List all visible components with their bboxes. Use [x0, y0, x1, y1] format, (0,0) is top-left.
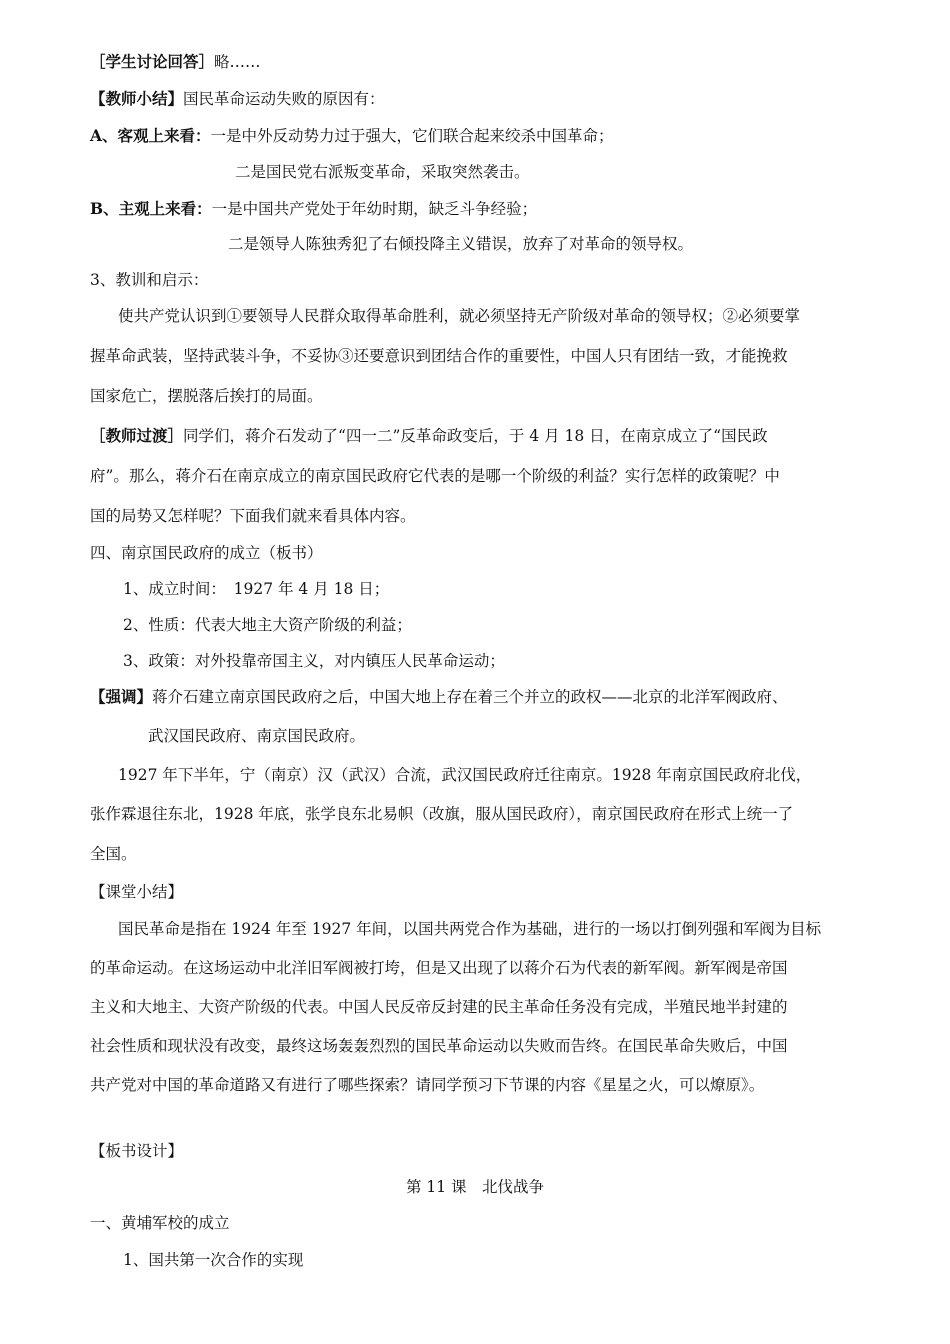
- paragraph-line: [90, 505, 416, 527]
- line-text: 同学们，蒋介石发动了“四一二”反革命政变后，于 4 月 18 日，在南京成立了“国民政: [183, 427, 768, 445]
- line-text: 1、成立时间： 1927 年 4 月 18 日；: [123, 580, 390, 598]
- line-text: 使共产党认识到①要领导人民群众取得革命胜利，就必须坚持无产阶级对革命的领导权；②必须要掌: [118, 307, 801, 325]
- line-text: 府”。那么，蒋介石在南京成立的南京国民政府它代表的是哪一个阶级的利益？实行怎样的政策呢？中: [90, 467, 780, 485]
- list-item: [123, 1249, 303, 1271]
- teacher-summary-line: [90, 88, 385, 110]
- line-label: B、主观上来看：: [90, 199, 212, 218]
- line-text: 一是中国共产党处于年幼时期，缺乏斗争经验；: [211, 200, 538, 218]
- line-label: 【教师小结】: [90, 89, 184, 108]
- line-text: 国民革命运动失败的原因有：: [183, 90, 385, 108]
- teacher-transition-line: [90, 425, 768, 447]
- paragraph-line: [90, 1074, 764, 1096]
- line-text: 国民革命是指在 1924 年至 1927 年间，以国共两党合作为基础，进行的一场以打倒列强和军阀为目标: [118, 920, 822, 938]
- line-text: 1927 年下半年，宁（南京）汉（武汉）合流，武汉国民政府迁往南京。1928 年南京国民政府北伐，: [118, 766, 812, 784]
- list-item: [123, 650, 505, 672]
- line-text: 【课堂小结】: [90, 883, 184, 901]
- section-heading: [90, 1140, 183, 1162]
- line-text: 二是领导人陈独秀犯了右倾投降主义错误，放弃了对革命的领导权。: [228, 235, 694, 253]
- lesson-title: [0, 1176, 950, 1198]
- paragraph-line: [90, 996, 788, 1018]
- line-label: ［教师过渡］: [90, 426, 184, 445]
- line-text: 四、南京国民政府的成立（板书）: [90, 544, 323, 562]
- paragraph-line: [118, 305, 800, 327]
- objective-reason-line: [90, 125, 614, 147]
- line-text: 主义和大地主、大资产阶级的代表。中国人民反帝反封建的民主革命任务没有完成，半殖民地半封建的: [90, 998, 788, 1016]
- list-item: [123, 578, 389, 600]
- line-text: 略……: [214, 53, 261, 71]
- emphasis-line: [90, 686, 788, 708]
- paragraph-line: [90, 465, 780, 487]
- line-text: 3、教训和启示：: [90, 271, 209, 289]
- student-discussion-line: [90, 51, 261, 73]
- paragraph-line: [90, 345, 788, 367]
- paragraph-line: [90, 803, 793, 825]
- line-text: 全国。: [90, 845, 137, 863]
- paragraph-line: [90, 843, 137, 865]
- line-text: 共产党对中国的革命道路又有进行了哪些探索？请同学预习下节课的内容《星星之火，可以燎原》。: [90, 1076, 765, 1094]
- line-text: 国的局势又怎样呢？下面我们就来看具体内容。: [90, 507, 416, 525]
- line-text: 张作霖退往东北，1928 年底，张学良东北易帜（改旗，服从国民政府），南京国民政府在形式上统一了: [90, 805, 794, 823]
- section-heading: [90, 542, 323, 564]
- line-text: 二是国民党右派叛变革命，采取突然袭击。: [235, 163, 530, 181]
- line-text: 蒋介石建立南京国民政府之后，中国大地上存在着三个并立的政权——北京的北洋军阀政府、: [152, 688, 788, 706]
- line-text: 武汉国民政府、南京国民政府。: [148, 727, 366, 745]
- section-heading: [90, 269, 208, 291]
- line-text: 2、性质：代表大地主大资产阶级的利益；: [123, 616, 412, 634]
- line-text: 第 11 课 北伐战争: [405, 1178, 545, 1196]
- subjective-reason-line: [90, 198, 537, 220]
- line-text: 社会性质和现状没有改变，最终这场轰轰烈烈的国民革命运动以失败而告终。在国民革命失败后，中国: [90, 1037, 788, 1055]
- line-text: 3、政策：对外投靠帝国主义，对内镇压人民革命运动；: [123, 652, 505, 670]
- line-text: 一、黄埔军校的成立: [90, 1214, 230, 1232]
- line-text: 的革命运动。在这场运动中北洋旧军阀被打垮，但是又出现了以蒋介石为代表的新军阀。新军阀是帝国: [90, 959, 788, 977]
- paragraph-line: [235, 161, 530, 183]
- line-label: ［学生讨论回答］: [90, 52, 215, 71]
- line-text: 一是中外反动势力过于强大，它们联合起来绞杀中国革命；: [210, 127, 614, 145]
- paragraph-line: [90, 1035, 788, 1057]
- line-text: 国家危亡，摆脱落后挨打的局面。: [90, 387, 323, 405]
- list-item: [123, 614, 412, 636]
- section-heading: [90, 881, 183, 903]
- paragraph-line: [118, 918, 821, 940]
- line-label: 【强调】: [90, 687, 153, 706]
- paragraph-line: [118, 764, 811, 786]
- line-label: A、客观上来看：: [90, 126, 211, 145]
- line-text: 1、国共第一次合作的实现: [123, 1251, 304, 1269]
- section-heading: [90, 1212, 230, 1234]
- paragraph-line: [90, 957, 788, 979]
- line-text: 【板书设计】: [90, 1142, 184, 1160]
- paragraph-line: [148, 725, 365, 747]
- paragraph-line: [90, 385, 323, 407]
- line-text: 握革命武装，坚持武装斗争，不妥协③还要意识到团结合作的重要性，中国人只有团结一致，才能挽救: [90, 347, 788, 365]
- paragraph-line: [228, 233, 693, 255]
